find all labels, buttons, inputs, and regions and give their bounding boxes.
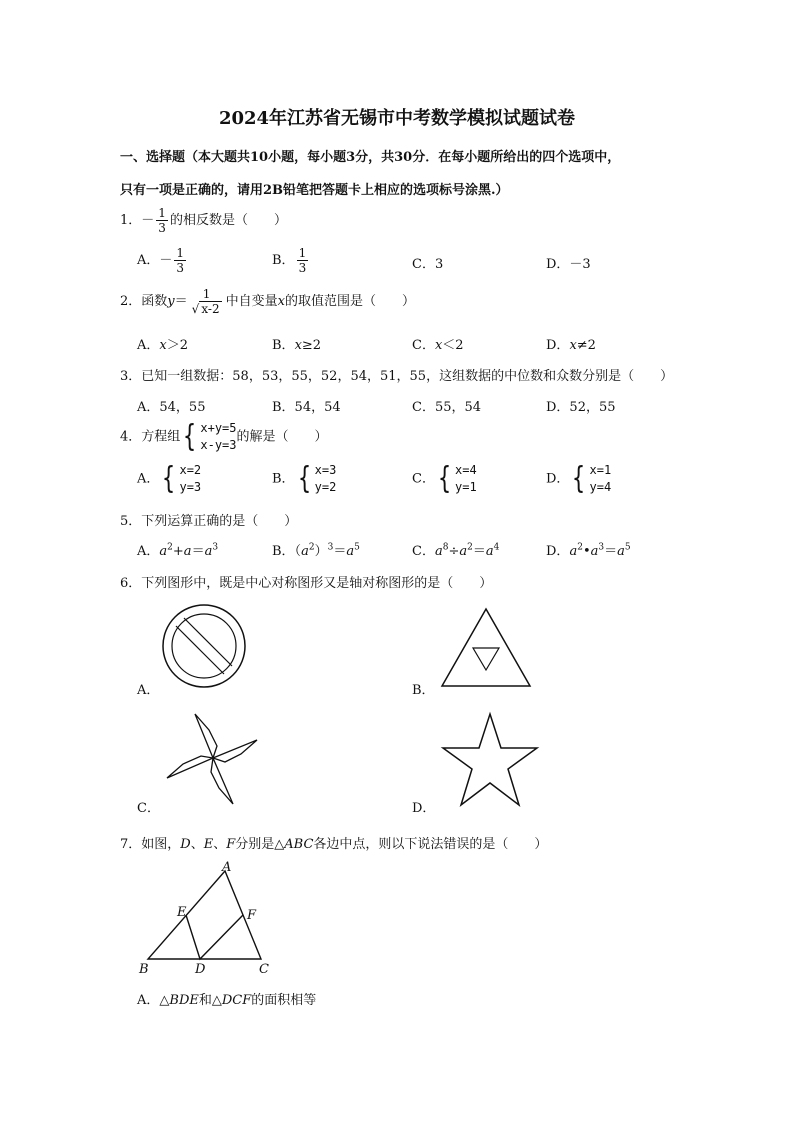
figure-a-prohibition-sign	[160, 600, 248, 692]
variable-a: a	[617, 544, 625, 559]
minus-sign: －	[141, 213, 155, 228]
exponent: 4	[493, 542, 500, 553]
question-number: 1．	[120, 213, 142, 228]
question-1-option-c[interactable]: C．3	[412, 257, 444, 272]
variable-a: a	[485, 544, 494, 559]
question-2-option-b[interactable]	[272, 334, 321, 353]
separator: 、	[190, 837, 204, 852]
radicand: x-2	[201, 302, 220, 316]
stem-text: 的解是（ ）	[236, 429, 328, 445]
variable-x: x	[277, 294, 285, 309]
option-label: B．	[272, 253, 295, 268]
stem-text: 的取值范围是（ ）	[284, 294, 415, 309]
figure-c-pinwheel	[165, 712, 265, 808]
denominator: 3	[158, 221, 166, 235]
label-e: E	[177, 905, 187, 920]
operator: ÷	[448, 544, 460, 559]
option-label: A．－	[137, 253, 173, 268]
brace: {	[297, 461, 311, 496]
solution-x: x=2	[179, 463, 202, 477]
relation: ≠2	[576, 338, 596, 353]
stem-text: 7．如图，	[120, 837, 181, 852]
exponent: 5	[624, 542, 631, 553]
numerator: 1	[176, 246, 185, 260]
stem-text: 的相反数是（ ）	[169, 213, 287, 228]
question-2-option-a[interactable]	[137, 334, 188, 353]
option-label: D．	[546, 471, 570, 487]
question-7-option-a[interactable]	[137, 989, 316, 1008]
exponent: 2	[308, 542, 315, 553]
equals-sign: ＝	[191, 544, 205, 559]
label-a: A	[222, 860, 232, 875]
triangle-abc: ABC	[284, 837, 314, 852]
separator: 、	[213, 837, 227, 852]
numerator: 1	[202, 287, 211, 301]
exponent: 3	[212, 542, 219, 553]
solution-y: y=3	[179, 480, 202, 494]
exponent: 3	[598, 542, 605, 553]
relation: ＞2	[166, 338, 189, 353]
question-number: 4．方程组	[120, 429, 181, 445]
solution-x: x=3	[314, 463, 337, 477]
question-1-option-b[interactable]	[272, 246, 310, 275]
question-4-stem	[120, 420, 328, 454]
operator: •	[582, 544, 591, 559]
option-label: C．	[412, 544, 435, 559]
solution-x: x=1	[589, 463, 612, 477]
exponent: 3	[327, 542, 334, 553]
question-5-option-b[interactable]	[272, 540, 360, 559]
equals-sign: ＝	[174, 294, 188, 309]
stem-text: 各边中点，则以下说法错误的是（ ）	[313, 837, 548, 852]
question-2-option-d[interactable]	[546, 334, 596, 353]
variable-a: a	[183, 544, 192, 559]
stem-text: 的面积相等	[251, 993, 317, 1008]
equation-system	[180, 420, 236, 454]
fraction	[297, 246, 309, 275]
paren: ）	[314, 544, 328, 559]
triangle-bde: BDE	[169, 993, 199, 1008]
stem-text: 分别是△	[235, 837, 285, 852]
variable-y: y	[167, 294, 175, 309]
variable-a: a	[301, 544, 309, 559]
option-label: A．△	[137, 993, 170, 1008]
brace: {	[183, 419, 197, 454]
option-label: C．	[412, 471, 435, 487]
solution-y: y=1	[455, 480, 477, 494]
denominator: 3	[298, 261, 307, 275]
question-5-option-d[interactable]	[546, 540, 631, 559]
question-1-option-d[interactable]: D．－3	[546, 257, 591, 272]
question-2-stem	[120, 287, 415, 316]
stem-text: 和△	[198, 993, 222, 1008]
triangle-dcf: DCF	[221, 993, 252, 1008]
question-5-option-a[interactable]	[137, 540, 218, 559]
option-label: D．	[546, 338, 570, 353]
question-4-option-d[interactable]	[546, 462, 611, 496]
fraction	[174, 246, 186, 275]
brace: {	[162, 461, 176, 496]
question-6-option-b[interactable]: B．	[412, 683, 435, 698]
variable-x: x	[159, 338, 167, 353]
brace: {	[437, 461, 452, 496]
equation-2: x-y=3	[200, 438, 237, 452]
figure-d-five-point-star	[440, 712, 540, 808]
question-6-option-d[interactable]: D．	[412, 801, 436, 816]
question-3-option-a[interactable]: A．54，55	[137, 400, 206, 415]
option-label: B．（	[272, 544, 302, 559]
relation: ≥2	[301, 338, 322, 353]
question-2-option-c[interactable]	[412, 334, 464, 353]
point-f: F	[226, 837, 236, 852]
question-1-option-a[interactable]	[137, 246, 188, 275]
variable-a: a	[590, 544, 599, 559]
question-1-stem	[120, 206, 287, 235]
variable-a: a	[204, 544, 213, 559]
question-6-stem: 6．下列图形中，既是中心对称图形又是轴对称图形的是（ ）	[120, 576, 493, 591]
fraction	[190, 287, 224, 316]
exponent: 2	[467, 542, 473, 553]
label-f: F	[247, 908, 257, 923]
section-heading-line1: 一、选择题（本大题共10小题，每小题3分，共30分．在每小题所给出的四个选项中，	[120, 150, 621, 165]
question-number: 2．	[120, 294, 142, 309]
exponent: 2	[167, 542, 173, 553]
question-3-option-c[interactable]: C．55，54	[412, 400, 482, 415]
point-d: D	[180, 837, 191, 852]
question-5-option-c[interactable]	[412, 540, 499, 559]
question-4-option-b[interactable]	[272, 462, 336, 496]
variable-a: a	[569, 544, 578, 559]
question-4-option-a[interactable]	[137, 462, 201, 496]
exponent: 8	[442, 542, 449, 553]
numerator: 1	[298, 246, 307, 260]
triangle-figure	[135, 858, 280, 978]
variable-x: x	[294, 338, 302, 353]
stem-text: 中自变量	[225, 294, 278, 309]
denominator: 3	[176, 261, 185, 275]
option-label: B．	[272, 471, 295, 487]
section-heading-line2: 只有一项是正确的，请用2B铅笔把答题卡上相应的选项标号涂黑.）	[120, 183, 509, 198]
fraction	[156, 206, 168, 235]
variable-a: a	[434, 544, 443, 559]
option-label: A．	[137, 544, 160, 559]
option-label: A．	[137, 338, 160, 353]
label-d: D	[195, 962, 206, 977]
variable-a: a	[346, 544, 355, 559]
operator: +	[172, 544, 184, 559]
option-label: D．	[546, 544, 570, 559]
question-7-stem	[120, 833, 547, 852]
option-label: C．	[412, 338, 435, 353]
question-3-option-b[interactable]: B．54，54	[272, 400, 341, 415]
question-6-option-c[interactable]: C．	[137, 801, 160, 816]
equals-sign: ＝	[472, 544, 486, 559]
page-title: 2024年江苏省无锡市中考数学模拟试题试卷	[218, 108, 576, 129]
point-e: E	[203, 837, 214, 852]
solution-y: y=2	[314, 480, 337, 494]
variable-a: a	[159, 544, 168, 559]
question-5-stem: 5．下列运算正确的是（ ）	[120, 514, 298, 529]
equation-1: x+y=5	[200, 421, 237, 435]
stem-text: 函数	[141, 294, 168, 309]
label-b: B	[139, 962, 149, 977]
option-label: A．	[137, 471, 160, 487]
question-6-option-a[interactable]: A．	[137, 683, 160, 698]
question-3-stem: 3．已知一组数据：58，53，55，52，54，51，55，这组数据的中位数和众数分别是（ ）	[120, 369, 674, 384]
variable-x: x	[434, 338, 443, 353]
label-c: C	[259, 962, 269, 977]
exponent: 5	[354, 542, 360, 553]
figure-b-nested-triangles	[440, 608, 532, 688]
solution-x: x=4	[455, 463, 477, 477]
brace: {	[572, 461, 586, 496]
variable-a: a	[459, 544, 468, 559]
exponent: 2	[577, 542, 583, 553]
solution-y: y=4	[589, 480, 612, 494]
equals-sign: ＝	[604, 544, 618, 559]
question-3-option-d[interactable]: D．52，55	[546, 400, 616, 415]
equals-sign: ＝	[333, 544, 347, 559]
sqrt-symbol: √	[191, 302, 200, 316]
option-label: B．	[272, 338, 295, 353]
variable-x: x	[569, 338, 577, 353]
relation: ＜2	[442, 338, 464, 353]
question-4-option-c[interactable]	[412, 462, 477, 496]
numerator: 1	[158, 206, 166, 220]
denominator	[190, 302, 224, 316]
